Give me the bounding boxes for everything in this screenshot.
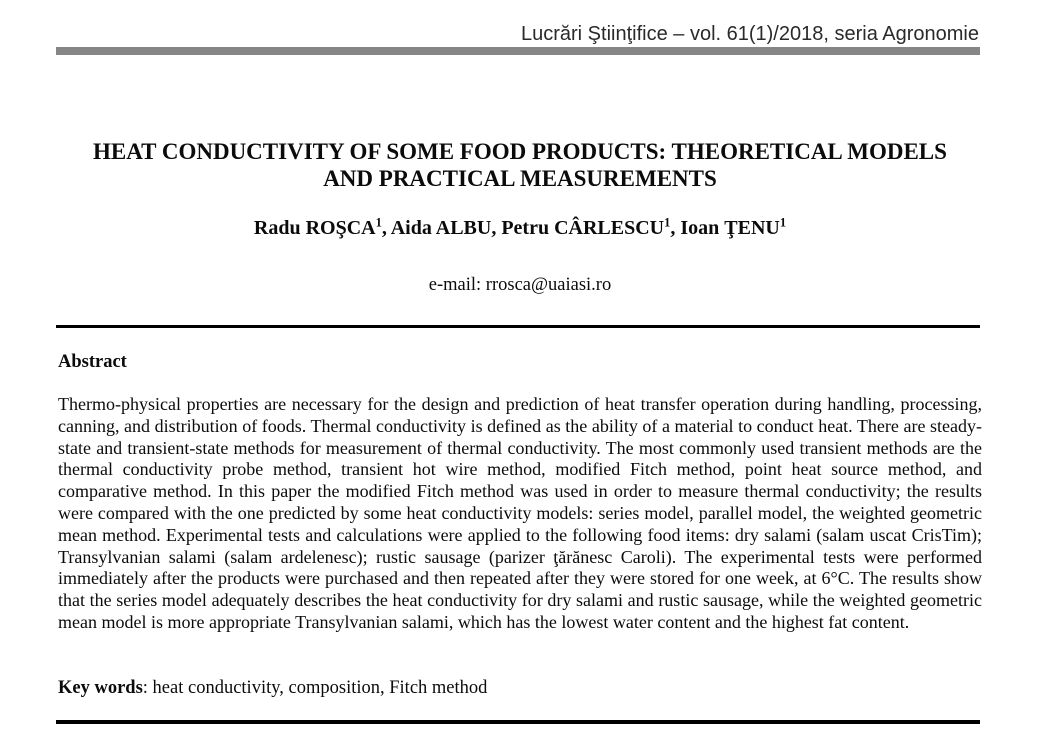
- author-affiliation-mark: 1: [779, 215, 787, 230]
- keywords-text: : heat conductivity, composition, Fitch method: [142, 678, 488, 698]
- abstract-heading: Abstract: [58, 352, 127, 372]
- authors-line: [60, 217, 980, 240]
- article-title-container: [60, 138, 980, 192]
- author-name: , Aida ALBU, Petru CÂRLESCU: [381, 217, 665, 239]
- keywords-line: [58, 678, 982, 699]
- journal-header: Lucrări Ştiinţifice – vol. 61(1)/2018, seria Agronomie: [520, 23, 979, 45]
- author-name: , Ioan ŢENU: [670, 217, 780, 239]
- email-line: e-mail: rrosca@uaiasi.ro: [428, 275, 612, 295]
- divider-bottom: [56, 720, 980, 724]
- header-rule-gray: [56, 47, 980, 55]
- author-affiliation-mark: 1: [375, 215, 382, 230]
- author-affiliation-mark: 1: [664, 215, 671, 230]
- keywords-label: Key words: [58, 678, 143, 698]
- author-name: Radu ROŞCA: [253, 217, 376, 239]
- article-title: HEAT CONDUCTIVITY OF SOME FOOD PRODUCTS: THEORETICAL MODELS AND PRACTICAL MEASUREMENTS: [93, 139, 947, 191]
- divider-top: [56, 325, 980, 328]
- abstract-body: Thermo-physical properties are necessary for the design and prediction of heat transfer operation during handling, processing, canning, and distribution of foods. Thermal conductivity is defined as the ability of a material to conduct heat. There are steady-state and transient-state methods for measurement of thermal conductivity. The most commonly used transient methods are the thermal conductivity probe method, transient hot wire method, modified Fitch method, point heat source method, and comparative method. In this paper the modified Fitch method was used in order to measure thermal conductivity; the results were compared with the one predicted by some heat conductivity models: series model, parallel model, the weighted geometric mean method. Experimental tests and calculations were applied to the following food items: dry salami (salam uscat CrisTim); Transylvanian salami (salam ardelenesc); rustic sausage (parizer ţărănesc Caroli). The experimental tests were performed immediately after the products were purchased and then repeated after they were stored for one week, at 6°C. The results show that the series model adequately describes the heat conductivity for dry salami and rustic sausage, while the weighted geometric mean model is more appropriate Transylvanian salami, which has the lowest water content and the highest fat content.: [58, 394, 982, 632]
